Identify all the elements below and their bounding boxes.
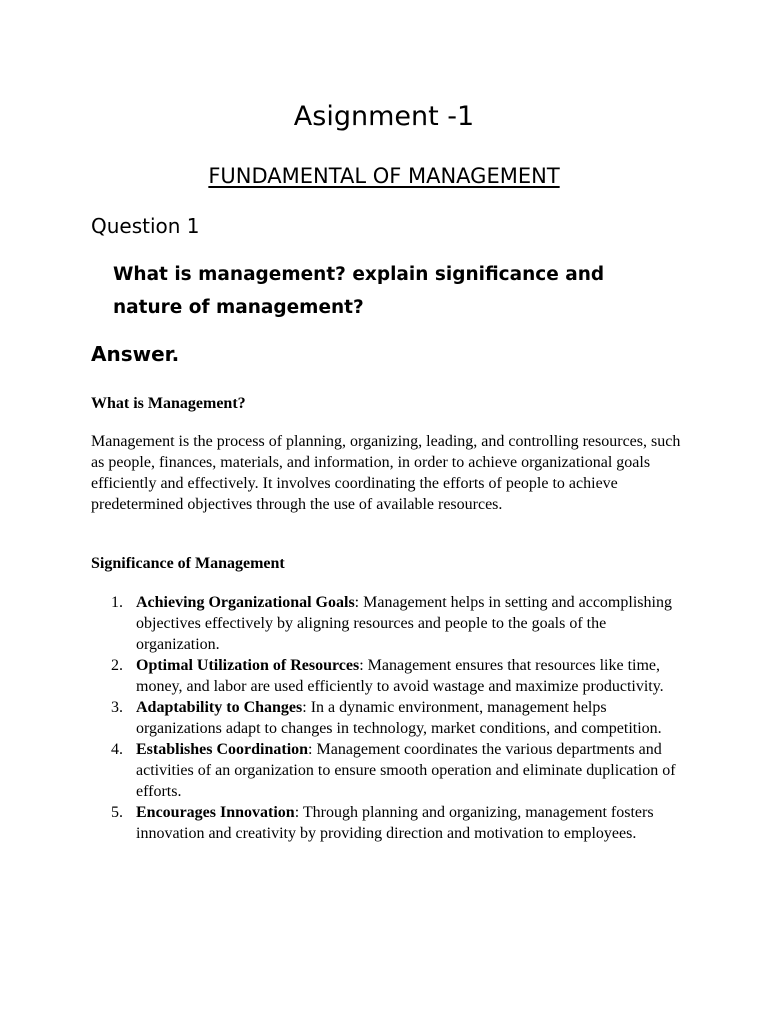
list-item: [91, 697, 691, 739]
significance-list: [91, 592, 691, 844]
definition-paragraph: Management is the process of planning, organizing, leading, and controlling resources, such as people, finances, materials, and information, in order to achieve organizational goals efficiently and effectively. It involves coordinating the efforts of people to achieve predetermined objectives through the use of available resources.: [91, 433, 681, 513]
list-item-number: 4.: [111, 741, 123, 758]
what-is-management-heading: What is Management?: [91, 395, 246, 412]
question-text: What is management? explain significance and nature of management?: [113, 264, 605, 318]
document-subtitle: FUNDAMENTAL OF MANAGEMENT: [208, 164, 560, 188]
list-item-term: Encourages Innovation: [136, 804, 295, 821]
list-item-number: 5.: [111, 804, 123, 821]
list-item: [91, 655, 691, 697]
list-item-description: : In a dynamic environment, management helps organizations adapt to changes in technology, market conditions, and competition.: [136, 699, 662, 737]
list-item-term: Adaptability to Changes: [136, 699, 303, 716]
list-item-term: Achieving Organizational Goals: [136, 594, 355, 611]
list-item-number: 2.: [111, 657, 123, 674]
list-item-description: : Management ensures that resources like time, money, and labor are used efficiently to avoid wastage and maximize productivity.: [136, 657, 664, 695]
document-title: Asignment -1: [293, 101, 475, 132]
list-item: [91, 739, 691, 802]
list-item-description: : Management coordinates the various departments and activities of an organization to ensure smooth operation and eliminate duplication of efforts.: [136, 741, 676, 800]
list-item-term: Optimal Utilization of Resources: [136, 657, 360, 674]
question-heading: Question 1: [91, 214, 200, 238]
list-item-number: 3.: [111, 699, 123, 716]
list-item-term: Establishes Coordination: [136, 741, 309, 758]
significance-heading: Significance of Management: [91, 555, 285, 572]
list-item: [91, 592, 691, 655]
list-item: [91, 802, 691, 844]
list-item-number: 1.: [111, 594, 123, 611]
list-item-description: : Management helps in setting and accomplishing objectives effectively by aligning resources and people to the goals of the organization.: [136, 594, 672, 653]
answer-heading: Answer.: [91, 342, 180, 366]
list-item-description: : Through planning and organizing, management fosters innovation and creativity by providing direction and motivation to employees.: [136, 804, 654, 842]
